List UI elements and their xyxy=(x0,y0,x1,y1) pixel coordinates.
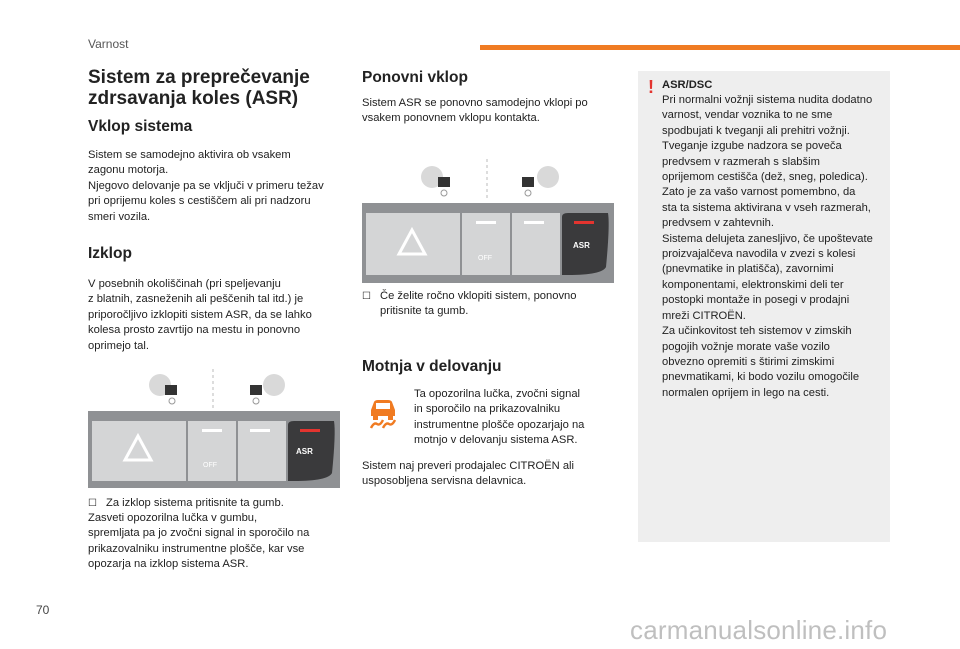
bullet-icon: ☐ xyxy=(88,498,97,509)
asr-button-illustration-middle xyxy=(362,155,614,283)
off-after-text: Zasveti opozorilna lučka v gumbu, spremljata pa jo zvočni signal in sporočilo na prikazovalniku instrumentne plošče, kar vse opozarja na izklop sistema ASR. xyxy=(88,512,310,571)
warning-title: ASR/DSC xyxy=(662,79,713,91)
warning-exclamation-icon: ! xyxy=(648,77,654,97)
reactivation-heading: Ponovni vklop xyxy=(362,69,468,86)
asr-button-label: ASR xyxy=(296,447,313,456)
asr-button-label: ASR xyxy=(573,241,590,250)
page-number: 70 xyxy=(36,603,50,617)
malfunction-text: Ta opozorilna lučka, zvočni signal in sporočilo na prikazovalniku instrumentne plošče opozarjajo na motnjo v delovanju sistema ASR. xyxy=(414,388,585,447)
dashboard-panel-image xyxy=(362,155,614,283)
warning-text: Pri normalni vožnji sistema nudita dodatno varnost, vendar voznika to ne sme spodbujati k tveganji ali prehitri vožnji. Tveganje izgube nadzora se poveča predvsem v razmerah s slabšim oprijemom cestišča (dež, sneg, poledica). Zato je za vašo varnost pomembno, da sta ta sistema aktivirana v vseh razmerah, predvsem v zahtevnih. Sistema delujeta zanesljivo, če upoštevate proizvajalčeva navodila v zvezi s kolesi (pnevmatike in platišča), zavornimi komponentami, elektronskimi deli ter postopki montaže in posegi v prodajni mreži CITROËN. Za učinkovitost teh sistemov v zimskih pogojih vožnje morate vaše vozilo obvezno opremiti s štirimi zimskimi pnevmatikami, ki bodo vozilu omogočile normalen oprijem in lego na cesti. xyxy=(662,94,873,399)
reactivation-text: Sistem ASR se ponovno samodejno vklopi po vsakem ponovnem vklopu kontakta. xyxy=(362,97,588,125)
reactivation-bullet: ☐ Če želite ročno vklopiti sistem, ponovno pritisnite ta gumb. xyxy=(362,289,622,320)
off-label: OFF xyxy=(478,255,492,262)
activation-heading: Vklop sistema xyxy=(88,118,193,135)
steering-wheel-icon xyxy=(149,374,177,404)
malfunction-after-text: Sistem naj preveri prodajalec CITROËN ali usposobljena servisna delavnica. xyxy=(362,460,575,488)
activation-text: Sistem se samodejno aktivira ob vsakem zagonu motorja. Njegovo delovanje pa se vključi v primeru težav pri oprijemu koles s cestiščem ali pri nadzoru smeri vozila. xyxy=(88,149,324,223)
steering-wheel-icon xyxy=(250,374,285,404)
off-bullet: ☐ Za izklop sistema pritisnite ta gumb. xyxy=(88,496,348,511)
off-text: V posebnih okoliščinah (pri speljevanju z blatnih, zasneženih ali peščenih tal itd.) je priporočljivo izklopiti sistem ASR, da se lahko kolesa prosto zavrtijo na mestu in ponovno oprimejo tal. xyxy=(88,278,312,352)
dashboard-panel-image xyxy=(88,363,340,488)
header-accent-bar xyxy=(480,45,960,50)
watermark: carmanualsonline.info xyxy=(630,615,888,645)
asr-button-illustration-left xyxy=(88,363,340,488)
section-label: Varnost xyxy=(88,37,129,51)
page-title: Sistem za preprečevanje zdrsavanja koles (ASR) xyxy=(88,67,310,109)
off-heading: Izklop xyxy=(88,245,132,262)
malfunction-heading: Motnja v delovanju xyxy=(362,358,502,375)
bullet-icon: ☐ xyxy=(362,291,371,302)
skid-warning-icon xyxy=(365,394,401,430)
steering-wheel-icon xyxy=(522,166,559,196)
steering-wheel-icon xyxy=(421,166,450,196)
off-label: OFF xyxy=(203,462,217,469)
